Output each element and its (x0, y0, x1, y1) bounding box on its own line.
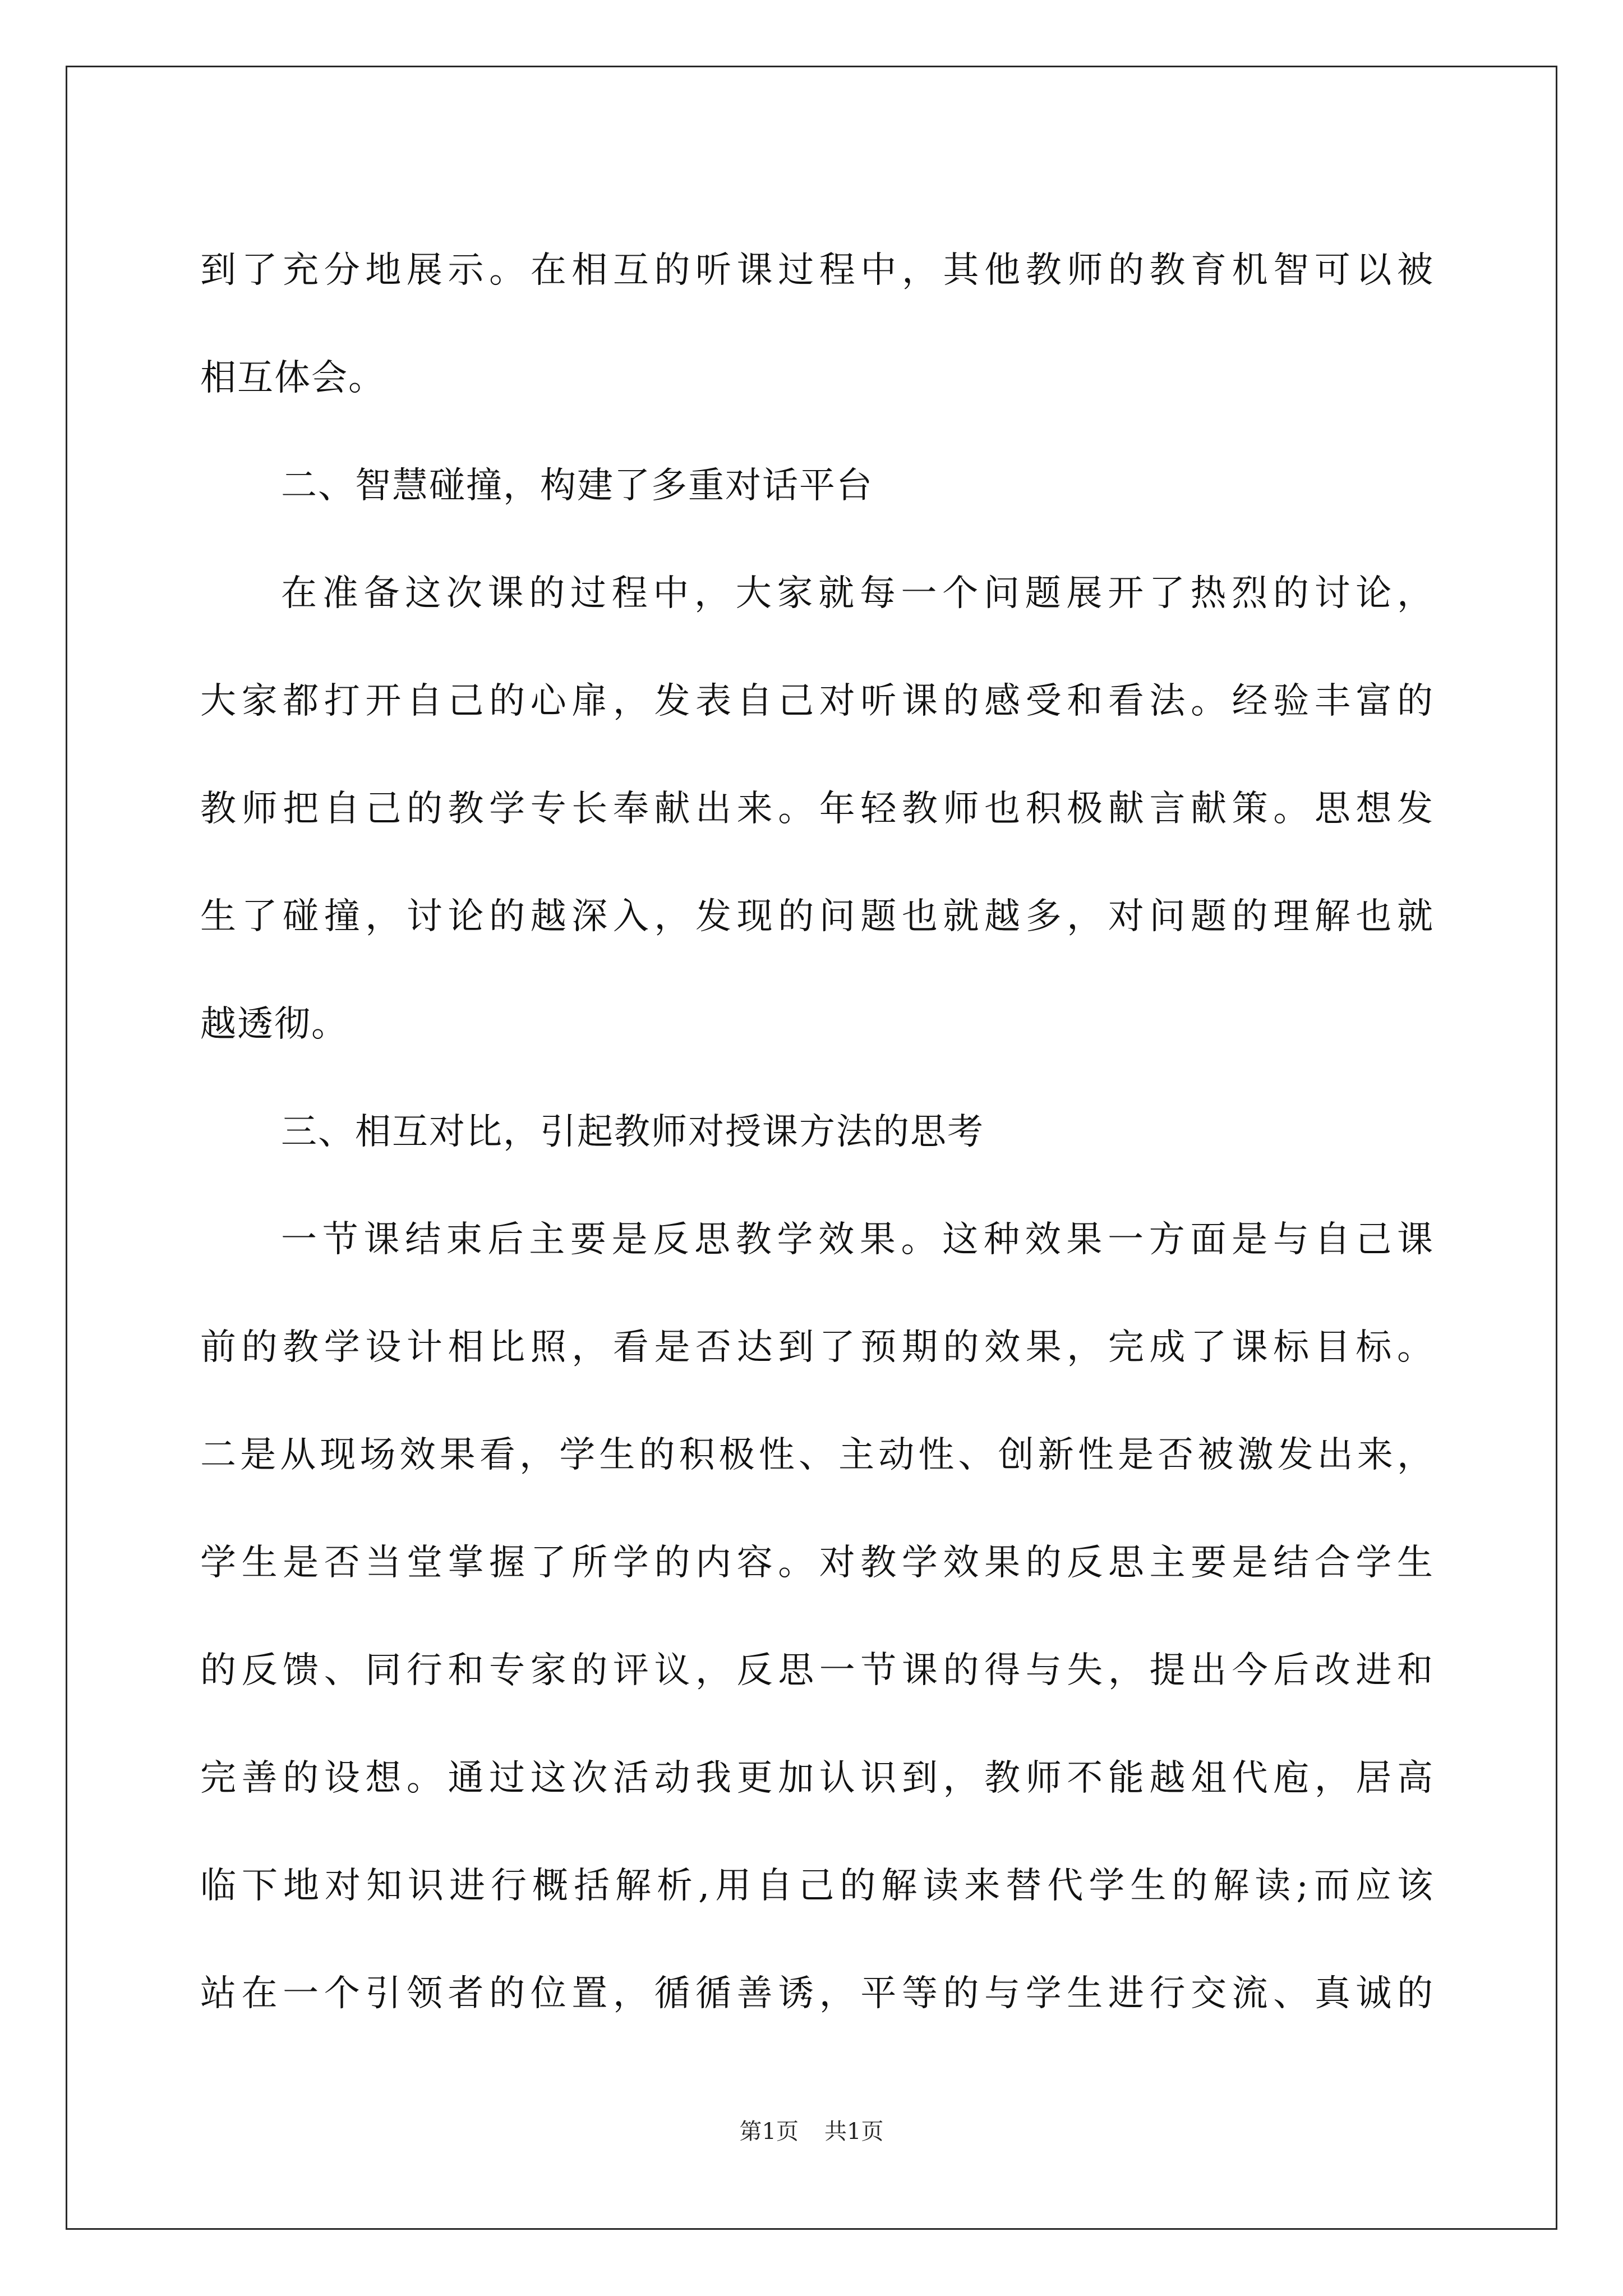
body-line: 站在一个引领者的位置，循循善诱，平等的与学生进行交流、真诚的 (200, 1973, 1434, 2014)
document-body (200, 217, 1434, 2047)
section-heading: 三、相互对比，引起教师对授课方法的思考 (281, 1111, 984, 1153)
body-line: 二是从现场效果看，学生的积极性、主动性、创新性是否被激发出来， (200, 1434, 1434, 1476)
page-number-current: 第1页 (739, 2119, 799, 2145)
page-number-total: 共1页 (824, 2119, 884, 2145)
body-line: 的反馈、同行和专家的评议，反思一节课的得与失，提出今后改进和 (200, 1650, 1434, 1691)
body-line: 临下地对知识进行概括解析,用自己的解读来替代学生的解读;而应该 (200, 1865, 1434, 1907)
section-heading: 二、智慧碰撞，构建了多重对话平台 (281, 465, 873, 507)
body-line: 完善的设想。通过这次活动我更加认识到，教师不能越俎代庖，居高 (200, 1757, 1434, 1799)
page-footer (0, 2118, 1623, 2145)
body-line: 教师把自己的教学专长奉献出来。年轻教师也积极献言献策。思想发 (200, 788, 1434, 830)
body-line: 一节课结束后主要是反思教学效果。这种效果一方面是与自己课 (281, 1219, 1434, 1260)
body-line: 越透彻。 (200, 1004, 348, 1045)
body-line: 生了碰撞，讨论的越深入，发现的问题也就越多，对问题的理解也就 (200, 896, 1434, 937)
body-line: 前的教学设计相比照，看是否达到了预期的效果，完成了课标目标。 (200, 1327, 1434, 1368)
body-line: 相互体会。 (200, 357, 385, 399)
body-line: 在准备这次课的过程中，大家就每一个问题展开了热烈的讨论， (281, 573, 1434, 614)
body-line: 大家都打开自己的心扉，发表自己对听课的感受和看法。经验丰富的 (200, 680, 1434, 722)
body-line: 学生是否当堂掌握了所学的内容。对教学效果的反思主要是结合学生 (200, 1542, 1434, 1584)
body-line: 到了充分地展示。在相互的听课过程中，其他教师的教育机智可以被 (200, 250, 1434, 291)
